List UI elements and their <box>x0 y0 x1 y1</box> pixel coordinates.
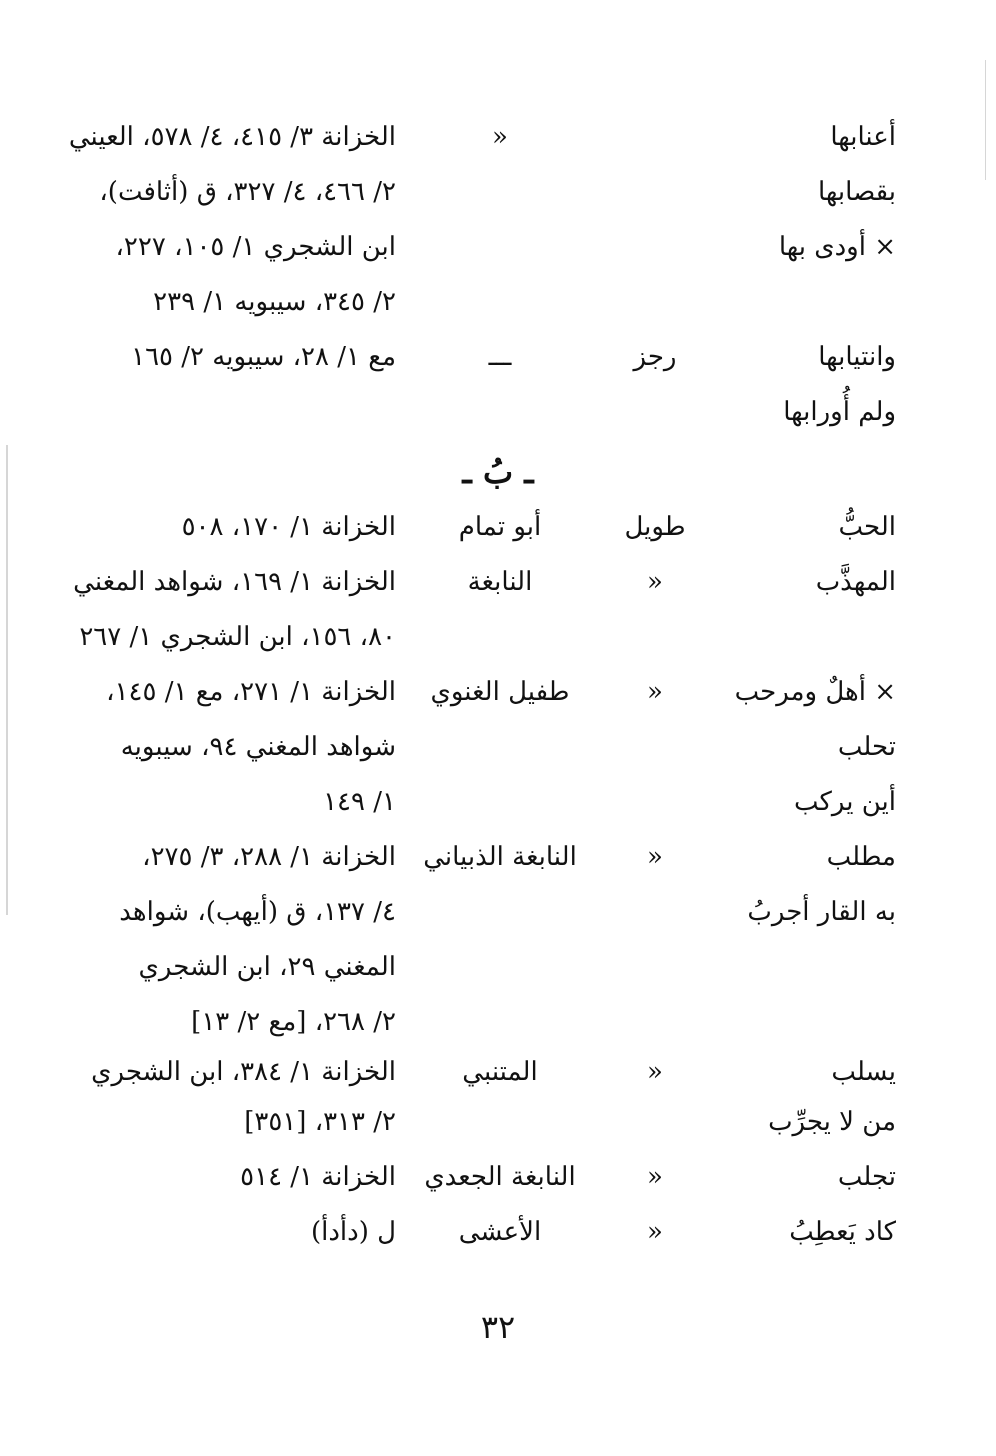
verse-word: × أودى بها <box>778 232 896 262</box>
verse-word: به القار أجربُ <box>747 897 896 927</box>
meter: « <box>647 1217 663 1247</box>
entry-row <box>0 1205 996 1261</box>
entry-row <box>0 885 996 941</box>
poet: طفيل الغنوي <box>430 677 570 707</box>
entry-row <box>0 1045 996 1101</box>
entry-row <box>0 1095 996 1151</box>
sources: ابن الشجري ١/ ١٠٥، ٢٢٧، <box>115 232 396 262</box>
sources: شواهد المغني ٩٤، سيبويه <box>120 732 396 762</box>
verse-word: كاد يَعطِبُ <box>789 1217 896 1247</box>
entry-row <box>0 610 996 666</box>
sources: المغني ٢٩، ابن الشجري <box>138 952 396 982</box>
verse-word: وانتيابها <box>818 342 896 372</box>
entry-row <box>0 110 996 166</box>
sources: الخزانة ٣/ ٤١٥، ٤/ ٥٧٨، العيني <box>68 122 396 152</box>
meter: « <box>647 1162 663 1192</box>
entry-row <box>0 1150 996 1206</box>
entry-row <box>0 775 996 831</box>
poet: النابغة الذبياني <box>423 842 577 872</box>
verse-word: أعنابها <box>830 122 896 152</box>
poet: « <box>492 122 508 152</box>
verse-word: يسلب <box>831 1057 896 1087</box>
verse-word: تحلب <box>837 732 896 762</box>
meter: « <box>647 677 663 707</box>
verse-word: ولم أُورابها <box>783 397 896 427</box>
sources: ٢/ ٣٤٥، سيبويه ١/ ٢٣٩ <box>153 287 396 317</box>
sources: ٢/ ٢٦٨، [مع ٢/ ١٣] <box>191 1007 396 1037</box>
entry-row <box>0 275 996 331</box>
verse-word: من لا يجرِّب <box>768 1107 896 1137</box>
sources: الخزانة ١/ ١٦٩، شواهد المغني <box>73 567 396 597</box>
sources: ٨٠، ١٥٦، ابن الشجري ١/ ٢٦٧ <box>79 622 396 652</box>
poet: أبو تمام <box>458 512 542 542</box>
entry-row <box>0 555 996 611</box>
sources: الخزانة ١/ ٢٧١، مع ١/ ١٤٥، <box>106 677 396 707</box>
sources: الخزانة ١/ ٥١٤ <box>240 1162 396 1192</box>
poet: النابغة الجعدي <box>424 1162 576 1192</box>
entry-row <box>0 500 996 556</box>
entry-row <box>0 220 996 276</box>
entry-row <box>0 165 996 221</box>
sources: ٢/ ٣١٣، [٣٥١] <box>244 1107 396 1137</box>
poet: المتنبي <box>462 1057 538 1087</box>
sources: الخزانة ١/ ٣٨٤، ابن الشجري <box>91 1057 396 1087</box>
sources: مع ١/ ٢٨، سيبويه ٢/ ١٦٥ <box>131 342 396 372</box>
meter: « <box>647 1057 663 1087</box>
verse-word: تجلب <box>837 1162 896 1192</box>
poet: ـــ <box>488 342 512 372</box>
entry-row <box>0 720 996 776</box>
entry-row <box>0 385 996 441</box>
poet: الأعشى <box>458 1217 542 1247</box>
meter: « <box>647 842 663 872</box>
sources: الخزانة ١/ ٢٨٨، ٣/ ٢٧٥، <box>142 842 396 872</box>
verse-word: المهذَّب <box>815 567 896 597</box>
verse-word: أين يركب <box>793 787 896 817</box>
sources: ٤/ ١٣٧، ق (أيهب)، شواهد <box>119 897 396 927</box>
meter: رجز <box>633 342 677 372</box>
meter: « <box>647 567 663 597</box>
sources: ١/ ١٤٩ <box>323 787 396 817</box>
verse-word: بقصابها <box>818 177 896 207</box>
entry-row <box>0 940 996 996</box>
poet: النابغة <box>467 567 533 597</box>
meter: طويل <box>624 512 686 542</box>
page-number: ٣٢ <box>480 1308 516 1346</box>
entry-row <box>0 830 996 886</box>
verse-word: × أهلٌ ومرحب <box>734 677 896 707</box>
sources: ل (دأدأ) <box>310 1217 396 1247</box>
verse-word: مطلب <box>826 842 896 872</box>
entry-row <box>0 665 996 721</box>
section-heading: ـ بُ ـ <box>462 453 534 491</box>
entry-row <box>0 995 996 1051</box>
sources: ٢/ ٤٦٦، ٤/ ٣٢٧، ق (أثافت)، <box>99 177 396 207</box>
sources: الخزانة ١/ ١٧٠، ٥٠٨ <box>181 512 396 542</box>
verse-word: الحبُّ <box>838 512 896 542</box>
entry-row <box>0 330 996 386</box>
